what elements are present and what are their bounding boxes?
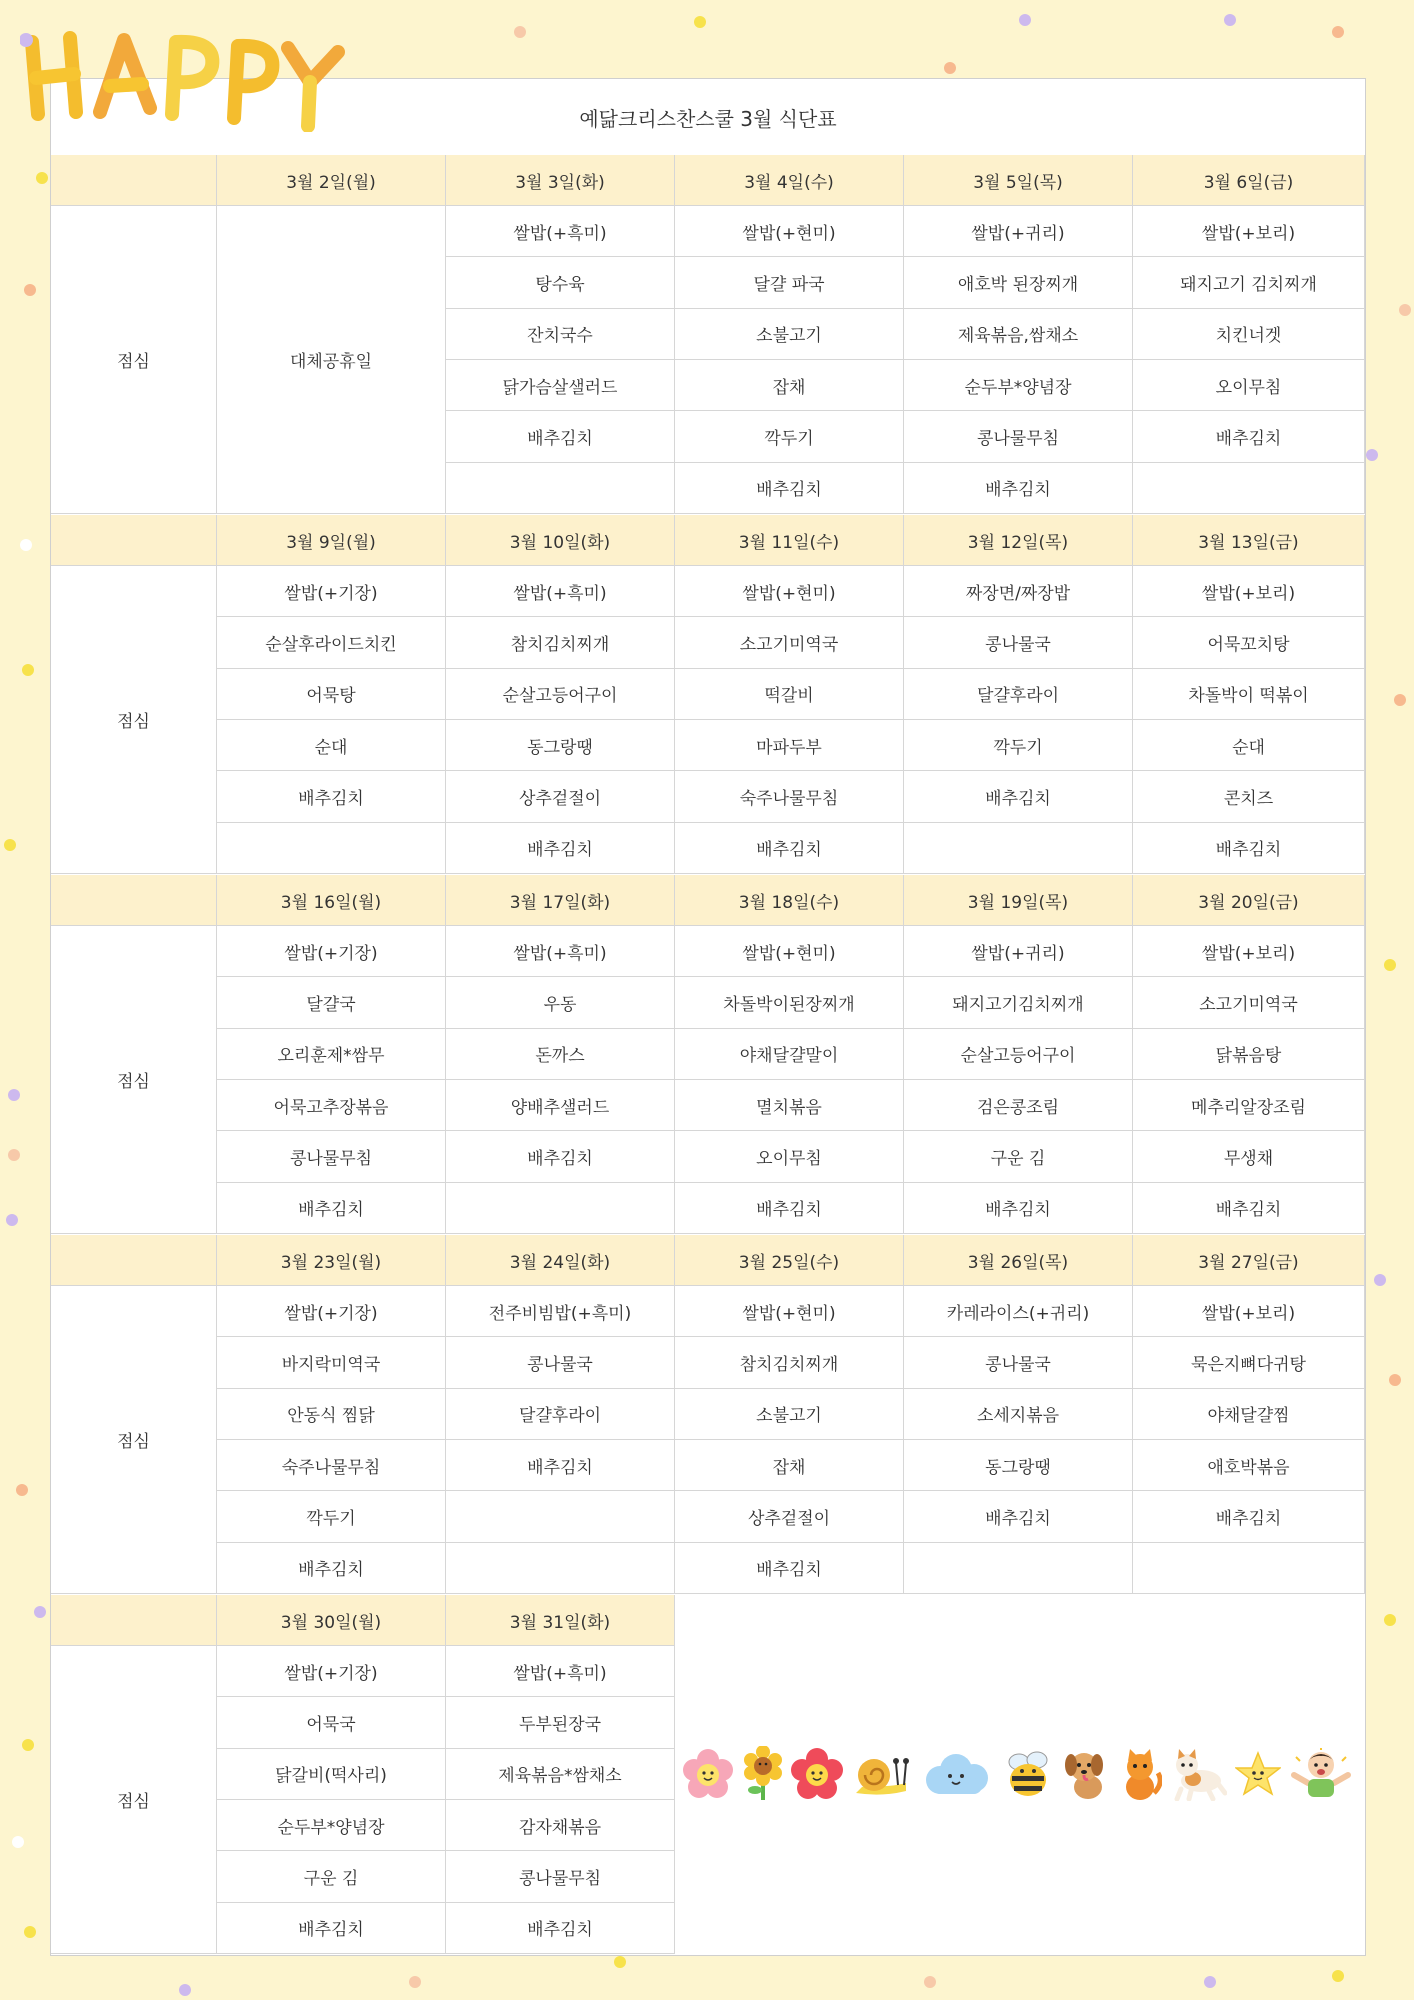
menu-item-cell: 애호박볶음 bbox=[1133, 1440, 1365, 1491]
date-header-cell: 3월 20일(금) bbox=[1133, 875, 1365, 926]
menu-item-cell: 콩나물국 bbox=[446, 1337, 675, 1388]
date-header-cell: 3월 10일(화) bbox=[446, 515, 675, 566]
menu-item-cell: 배추김치 bbox=[217, 1903, 446, 1954]
menu-item-cell: 쌀밥(+흑미) bbox=[446, 206, 675, 257]
menu-item-cell: 소세지볶음 bbox=[904, 1389, 1133, 1440]
menu-item-cell: 닭볶음탕 bbox=[1133, 1029, 1365, 1080]
menu-item-cell bbox=[217, 823, 446, 874]
date-header-cell: 3월 11일(수) bbox=[675, 515, 904, 566]
menu-item-cell: 숙주나물무침 bbox=[675, 771, 904, 822]
date-header-cell: 3월 19일(목) bbox=[904, 875, 1133, 926]
meal-label: 점심 bbox=[51, 1286, 217, 1594]
menu-item-cell: 쌀밥(+기장) bbox=[217, 566, 446, 617]
menu-item-cell: 숙주나물무침 bbox=[217, 1440, 446, 1491]
menu-item-cell: 콩나물국 bbox=[904, 617, 1133, 668]
menu-item-cell: 소불고기 bbox=[675, 309, 904, 360]
menu-item-cell: 소불고기 bbox=[675, 1389, 904, 1440]
menu-item-cell: 배추김치 bbox=[904, 1183, 1133, 1234]
menu-item-cell: 배추김치 bbox=[675, 1543, 904, 1594]
menu-item-cell: 쌀밥(+보리) bbox=[1133, 1286, 1365, 1337]
menu-item-cell: 배추김치 bbox=[1133, 411, 1365, 462]
menu-item-cell: 검은콩조림 bbox=[904, 1080, 1133, 1131]
menu-item-cell: 콩나물국 bbox=[904, 1337, 1133, 1388]
menu-item-cell: 돈까스 bbox=[446, 1029, 675, 1080]
menu-item-cell bbox=[1133, 463, 1365, 514]
menu-item-cell: 참치김치찌개 bbox=[675, 1337, 904, 1388]
menu-item-cell: 쌀밥(+현미) bbox=[675, 566, 904, 617]
happy-logo bbox=[20, 22, 350, 132]
menu-item-cell: 참치김치찌개 bbox=[446, 617, 675, 668]
menu-item-cell: 차돌박이된장찌개 bbox=[675, 977, 904, 1028]
date-header-cell: 3월 16일(월) bbox=[217, 875, 446, 926]
date-header-row bbox=[51, 1595, 1365, 1646]
menu-item-cell: 쌀밥(+기장) bbox=[217, 1286, 446, 1337]
menu-item-cell: 묵은지뼈다귀탕 bbox=[1133, 1337, 1365, 1388]
menu-item-cell: 콩나물무침 bbox=[217, 1131, 446, 1182]
menu-item-cell: 달걀후라이 bbox=[446, 1389, 675, 1440]
menu-item-cell: 배추김치 bbox=[675, 463, 904, 514]
menu-item-cell: 제육볶음,쌈채소 bbox=[904, 309, 1133, 360]
date-header-cell: 3월 18일(수) bbox=[675, 875, 904, 926]
sticker-row bbox=[682, 1738, 1352, 1810]
date-header-cell: 3월 2일(월) bbox=[217, 155, 446, 206]
sunflower-icon bbox=[743, 1746, 783, 1802]
menu-item-cell: 야채달걀찜 bbox=[1133, 1389, 1365, 1440]
menu-item-cell: 상추겉절이 bbox=[675, 1491, 904, 1542]
date-header-cell: 3월 30일(월) bbox=[217, 1595, 446, 1646]
date-header-cell: 3월 23일(월) bbox=[217, 1235, 446, 1286]
menu-item-cell: 순살고등어구이 bbox=[446, 669, 675, 720]
menu-item-cell: 동그랑땡 bbox=[904, 1440, 1133, 1491]
menu-item-cell: 쌀밥(+보리) bbox=[1133, 926, 1365, 977]
date-header-row bbox=[51, 155, 1365, 206]
date-header-cell: 3월 12일(목) bbox=[904, 515, 1133, 566]
menu-item-cell: 오이무침 bbox=[1133, 360, 1365, 411]
menu-item-cell: 쌀밥(+흑미) bbox=[446, 566, 675, 617]
menu-item-cell: 순두부*양념장 bbox=[904, 360, 1133, 411]
calico-cat-icon bbox=[1171, 1747, 1227, 1801]
menu-item-cell: 오리훈제*쌈무 bbox=[217, 1029, 446, 1080]
menu-item-cell: 전주비빔밥(+흑미) bbox=[446, 1286, 675, 1337]
menu-item-cell: 닭갈비(떡사리) bbox=[217, 1749, 446, 1800]
menu-item-cell: 배추김치 bbox=[904, 1491, 1133, 1542]
menu-item-cell bbox=[904, 1543, 1133, 1594]
menu-item-cell: 닭가슴살샐러드 bbox=[446, 360, 675, 411]
menu-item-cell: 배추김치 bbox=[1133, 1183, 1365, 1234]
menu-item-cell: 쌀밥(+현미) bbox=[675, 206, 904, 257]
menu-item-cell: 오이무침 bbox=[675, 1131, 904, 1182]
menu-item-cell: 떡갈비 bbox=[675, 669, 904, 720]
menu-item-cell: 쌀밥(+현미) bbox=[675, 926, 904, 977]
menu-item-cell: 멸치볶음 bbox=[675, 1080, 904, 1131]
menu-item-cell: 배추김치 bbox=[1133, 823, 1365, 874]
menu-item-cell: 배추김치 bbox=[446, 823, 675, 874]
menu-item-cell: 배추김치 bbox=[1133, 1491, 1365, 1542]
menu-item-cell: 쌀밥(+보리) bbox=[1133, 566, 1365, 617]
menu-item-cell: 무생채 bbox=[1133, 1131, 1365, 1182]
date-header-cell: 3월 5일(목) bbox=[904, 155, 1133, 206]
meal-label: 점심 bbox=[51, 926, 217, 1234]
menu-item-cell: 짜장면/짜장밥 bbox=[904, 566, 1133, 617]
meal-label: 점심 bbox=[51, 206, 217, 514]
menu-item-cell bbox=[446, 1491, 675, 1542]
menu-item-cell: 쌀밥(+현미) bbox=[675, 1286, 904, 1337]
menu-item-cell: 순두부*양념장 bbox=[217, 1800, 446, 1851]
week-block bbox=[51, 1235, 1365, 1594]
date-header-cell: 3월 6일(금) bbox=[1133, 155, 1365, 206]
bee-icon bbox=[1003, 1748, 1053, 1800]
header-blank-cell bbox=[51, 155, 217, 206]
date-header-cell: 3월 26일(목) bbox=[904, 1235, 1133, 1286]
page-title: 예닮크리스찬스쿨 3월 식단표 bbox=[51, 79, 1365, 156]
menu-item-cell: 구운 김 bbox=[217, 1851, 446, 1902]
pink-flower-icon bbox=[682, 1748, 734, 1800]
meal-label: 점심 bbox=[51, 566, 217, 874]
red-flower-icon bbox=[791, 1748, 843, 1800]
header-blank-cell bbox=[51, 875, 217, 926]
week-block bbox=[51, 155, 1365, 514]
menu-item-cell bbox=[446, 1183, 675, 1234]
menu-item-cell: 깍두기 bbox=[675, 411, 904, 462]
menu-item-cell: 배추김치 bbox=[446, 1440, 675, 1491]
menu-item-cell: 콩나물무침 bbox=[446, 1851, 675, 1902]
menu-item-cell: 쌀밥(+기장) bbox=[217, 1646, 446, 1697]
date-header-cell: 3월 13일(금) bbox=[1133, 515, 1365, 566]
menu-item-cell: 쌀밥(+흑미) bbox=[446, 926, 675, 977]
menu-item-cell: 쌀밥(+귀리) bbox=[904, 206, 1133, 257]
menu-item-cell: 안동식 찜닭 bbox=[217, 1389, 446, 1440]
menu-item-cell: 돼지고기김치찌개 bbox=[904, 977, 1133, 1028]
menu-item-cell: 치킨너겟 bbox=[1133, 309, 1365, 360]
snail-icon bbox=[852, 1749, 910, 1799]
date-header-row bbox=[51, 875, 1365, 926]
menu-item-cell: 소고기미역국 bbox=[675, 617, 904, 668]
menu-item-cell: 어묵탕 bbox=[217, 669, 446, 720]
holiday-cell: 대체공휴일 bbox=[217, 206, 446, 514]
menu-item-cell: 배추김치 bbox=[446, 411, 675, 462]
menu-item-cell: 상추겉절이 bbox=[446, 771, 675, 822]
menu-item-cell: 깍두기 bbox=[904, 720, 1133, 771]
header-blank-cell bbox=[51, 515, 217, 566]
week-block bbox=[51, 515, 1365, 874]
menu-item-cell: 콩나물무침 bbox=[904, 411, 1133, 462]
menu-item-cell: 배추김치 bbox=[446, 1903, 675, 1954]
menu-item-cell: 우동 bbox=[446, 977, 675, 1028]
header-blank-cell bbox=[51, 1235, 217, 1286]
menu-item-cell: 배추김치 bbox=[904, 771, 1133, 822]
menu-item-cell: 메추리알장조림 bbox=[1133, 1080, 1365, 1131]
puppy-icon bbox=[1062, 1747, 1110, 1801]
menu-item-cell: 어묵꼬치탕 bbox=[1133, 617, 1365, 668]
menu-item-cell: 배추김치 bbox=[217, 1183, 446, 1234]
menu-item-cell: 소고기미역국 bbox=[1133, 977, 1365, 1028]
menu-item-cell: 감자채볶음 bbox=[446, 1800, 675, 1851]
date-header-cell: 3월 27일(금) bbox=[1133, 1235, 1365, 1286]
menu-item-cell: 잡채 bbox=[675, 1440, 904, 1491]
menu-item-cell: 어묵국 bbox=[217, 1697, 446, 1748]
menu-item-cell: 깍두기 bbox=[217, 1491, 446, 1542]
orange-cat-icon bbox=[1118, 1747, 1162, 1801]
menu-item-cell: 야채달걀말이 bbox=[675, 1029, 904, 1080]
menu-item-cell: 배추김치 bbox=[446, 1131, 675, 1182]
menu-item-cell: 순대 bbox=[217, 720, 446, 771]
menu-item-cell: 쌀밥(+기장) bbox=[217, 926, 446, 977]
menu-item-cell: 차돌박이 떡볶이 bbox=[1133, 669, 1365, 720]
date-header-row bbox=[51, 515, 1365, 566]
menu-item-cell: 쌀밥(+보리) bbox=[1133, 206, 1365, 257]
menu-item-cell: 두부된장국 bbox=[446, 1697, 675, 1748]
menu-item-cell: 잡채 bbox=[675, 360, 904, 411]
menu-item-cell: 달걀 파국 bbox=[675, 257, 904, 308]
menu-item-cell bbox=[1133, 1543, 1365, 1594]
date-header-row bbox=[51, 1235, 1365, 1286]
menu-item-cell: 어묵고추장볶음 bbox=[217, 1080, 446, 1131]
menu-item-cell: 달걀후라이 bbox=[904, 669, 1133, 720]
menu-item-cell: 구운 김 bbox=[904, 1131, 1133, 1182]
date-header-cell: 3월 9일(월) bbox=[217, 515, 446, 566]
menu-sheet bbox=[50, 78, 1366, 1956]
menu-item-cell: 쌀밥(+귀리) bbox=[904, 926, 1133, 977]
menu-item-cell: 양배추샐러드 bbox=[446, 1080, 675, 1131]
menu-item-cell: 배추김치 bbox=[217, 1543, 446, 1594]
menu-item-cell: 동그랑땡 bbox=[446, 720, 675, 771]
header-blank-cell bbox=[51, 1595, 217, 1646]
menu-item-cell: 배추김치 bbox=[217, 771, 446, 822]
menu-item-cell: 배추김치 bbox=[675, 1183, 904, 1234]
menu-item-cell: 카레라이스(+귀리) bbox=[904, 1286, 1133, 1337]
menu-item-cell: 순살고등어구이 bbox=[904, 1029, 1133, 1080]
menu-item-cell: 달걀국 bbox=[217, 977, 446, 1028]
menu-item-cell bbox=[904, 823, 1133, 874]
menu-item-cell: 탕수육 bbox=[446, 257, 675, 308]
menu-item-cell: 제육볶음*쌈채소 bbox=[446, 1749, 675, 1800]
star-icon bbox=[1235, 1751, 1281, 1797]
menu-item-cell: 바지락미역국 bbox=[217, 1337, 446, 1388]
menu-item-cell: 순대 bbox=[1133, 720, 1365, 771]
cloud-icon bbox=[918, 1750, 994, 1798]
menu-item-cell: 배추김치 bbox=[904, 463, 1133, 514]
menu-item-cell bbox=[446, 463, 675, 514]
meal-label: 점심 bbox=[51, 1646, 217, 1954]
menu-item-cell: 콘치즈 bbox=[1133, 771, 1365, 822]
menu-item-cell bbox=[446, 1543, 675, 1594]
week-block bbox=[51, 875, 1365, 1234]
menu-item-cell: 잔치국수 bbox=[446, 309, 675, 360]
date-header-cell: 3월 25일(수) bbox=[675, 1235, 904, 1286]
menu-item-cell: 애호박 된장찌개 bbox=[904, 257, 1133, 308]
date-header-cell: 3월 4일(수) bbox=[675, 155, 904, 206]
menu-item-cell: 쌀밥(+흑미) bbox=[446, 1646, 675, 1697]
menu-item-cell: 순살후라이드치킨 bbox=[217, 617, 446, 668]
date-header-cell: 3월 17일(화) bbox=[446, 875, 675, 926]
boy-icon bbox=[1290, 1747, 1352, 1801]
menu-item-cell: 배추김치 bbox=[675, 823, 904, 874]
date-header-cell: 3월 31일(화) bbox=[446, 1595, 675, 1646]
date-header-cell: 3월 24일(화) bbox=[446, 1235, 675, 1286]
menu-item-cell: 돼지고기 김치찌개 bbox=[1133, 257, 1365, 308]
date-header-cell: 3월 3일(화) bbox=[446, 155, 675, 206]
menu-item-cell: 마파두부 bbox=[675, 720, 904, 771]
